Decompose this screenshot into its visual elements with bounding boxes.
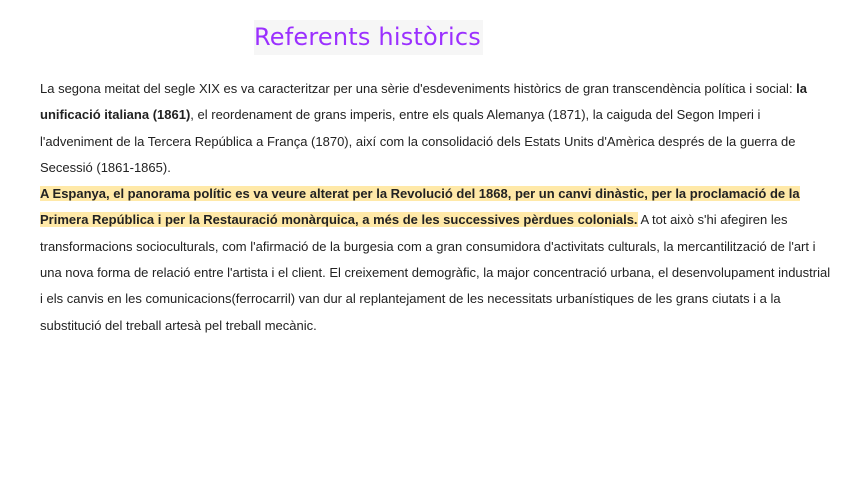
bold-text: la unificació italiana (1861) <box>40 81 808 123</box>
paragraph-text: , el reordenament de grans imperis, entre els quals Alemanya (1871), la caiguda del Segon Imperi i l'adveniment de la Tercera República a França (1870), així com la consolidació dels Estats Units d'Amèrica després de la guerra de Secessió (1861-1865). <box>40 107 796 175</box>
paragraph-text: La segona meitat del segle XIX es va caracteritzar per una sèrie d'esdeveniments històrics de gran transcendència política i social: <box>40 81 797 96</box>
highlighted-text: A Espanya, el panorama polític es va veure alterat per la Revolució del 1868, per un canvi dinàstic, per la proclamació de la Primera República i per la Restauració monàrquica, a més de les successives pèrdues colonials. <box>40 186 800 228</box>
document-body <box>40 76 836 339</box>
page-title: Referents històrics <box>254 20 483 55</box>
paragraph-text: A tot això s'hi afegiren les transformacions socioculturals, com l'afirmació de la burgesia com a gran consumidora d'activitats culturals, la mercantilització de l'art i una nova forma de relació entre l'artista i el client. El creixement demogràfic, la major concentració urbana, el desenvolupament industrial i els canvis en les comunicacions(ferrocarril) van dur al replantejament de les necessitats urbanístiques de les grans ciutats i a la substitució del treball artesà pel treball mecànic. <box>40 212 831 333</box>
paragraph-spain-context <box>40 181 836 339</box>
paragraph-historical-context <box>40 76 836 181</box>
